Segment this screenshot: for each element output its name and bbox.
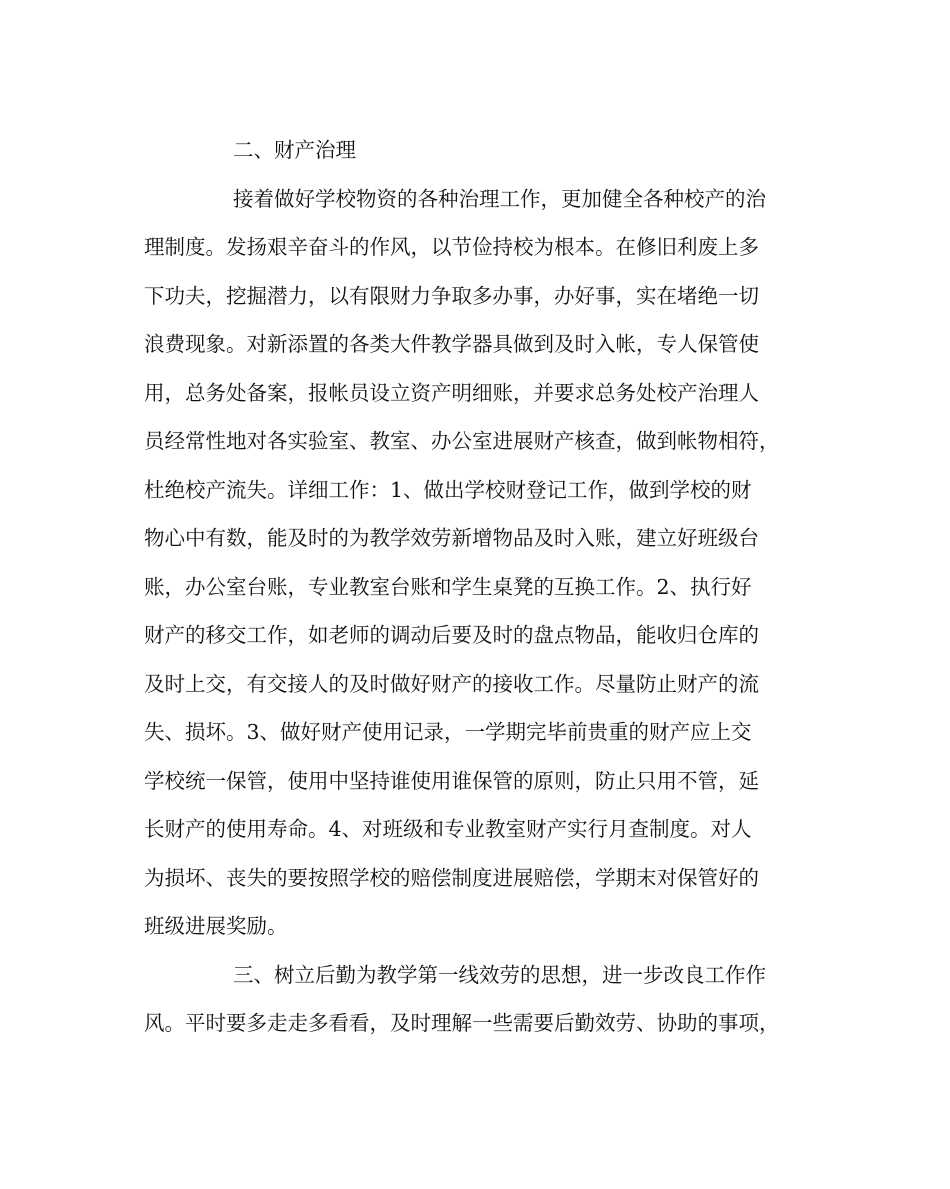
paragraph-line: 班级进展奖励。 [144,914,288,938]
paragraph-line: 及时上交，有交接人的及时做好财产的接收工作。尽量防止财产的流 [144,672,759,696]
paragraph-line: 下功夫，挖掘潜力，以有限财力争取多办事，办好事，实在堵绝一切 [144,284,759,308]
paragraph-line: 学校统一保管，使用中坚持谁使用谁保管的原则，防止只用不管，延 [144,769,759,793]
paragraph-line: 财产的移交工作，如老师的调动后要及时的盘点物品，能收归仓库的 [144,623,759,647]
paragraph-line: 风。平时要多走走多看看，及时理解一些需要后勤效劳、协助的事项， [144,1011,780,1035]
paragraph-line: 长财产的使用寿命。4、对班级和专业教室财产实行月查制度。对人 [144,817,752,841]
paragraph-line: 接着做好学校物资的各种治理工作，更加健全各种校产的治 [233,187,766,211]
section-heading-property-management: 二、财产治理 [233,138,356,162]
paragraph-line: 物心中有数，能及时的为教学效劳新增物品及时入账，建立好班级台 [144,526,759,550]
section-heading-logistics-service: 三、树立后勤为教学第一线效劳的思想，进一步改良工作作 [233,963,766,987]
paragraph-line: 为损坏、丧失的要按照学校的赔偿制度进展赔偿，学期末对保管好的 [144,866,759,890]
paragraph-line: 理制度。发扬艰辛奋斗的作风，以节俭持校为根本。在修旧利废上多 [144,235,759,259]
paragraph-line: 账，办公室台账，专业教室台账和学生桌凳的互换工作。2、执行好 [144,575,752,599]
paragraph-line: 员经常性地对各实验室、教室、办公室进展财产核查，做到帐物相符， [144,429,780,453]
paragraph-line: 失、损坏。3、做好财产使用记录，一学期完毕前贵重的财产应上交 [144,720,752,744]
paragraph-line: 浪费现象。对新添置的各类大件教学器具做到及时入帐，专人保管使 [144,332,759,356]
paragraph-line: 杜绝校产流失。详细工作：1、做出学校财登记工作，做到学校的财 [144,478,752,502]
paragraph-line: 用，总务处备案，报帐员设立资产明细账，并要求总务处校产治理人 [144,381,759,405]
